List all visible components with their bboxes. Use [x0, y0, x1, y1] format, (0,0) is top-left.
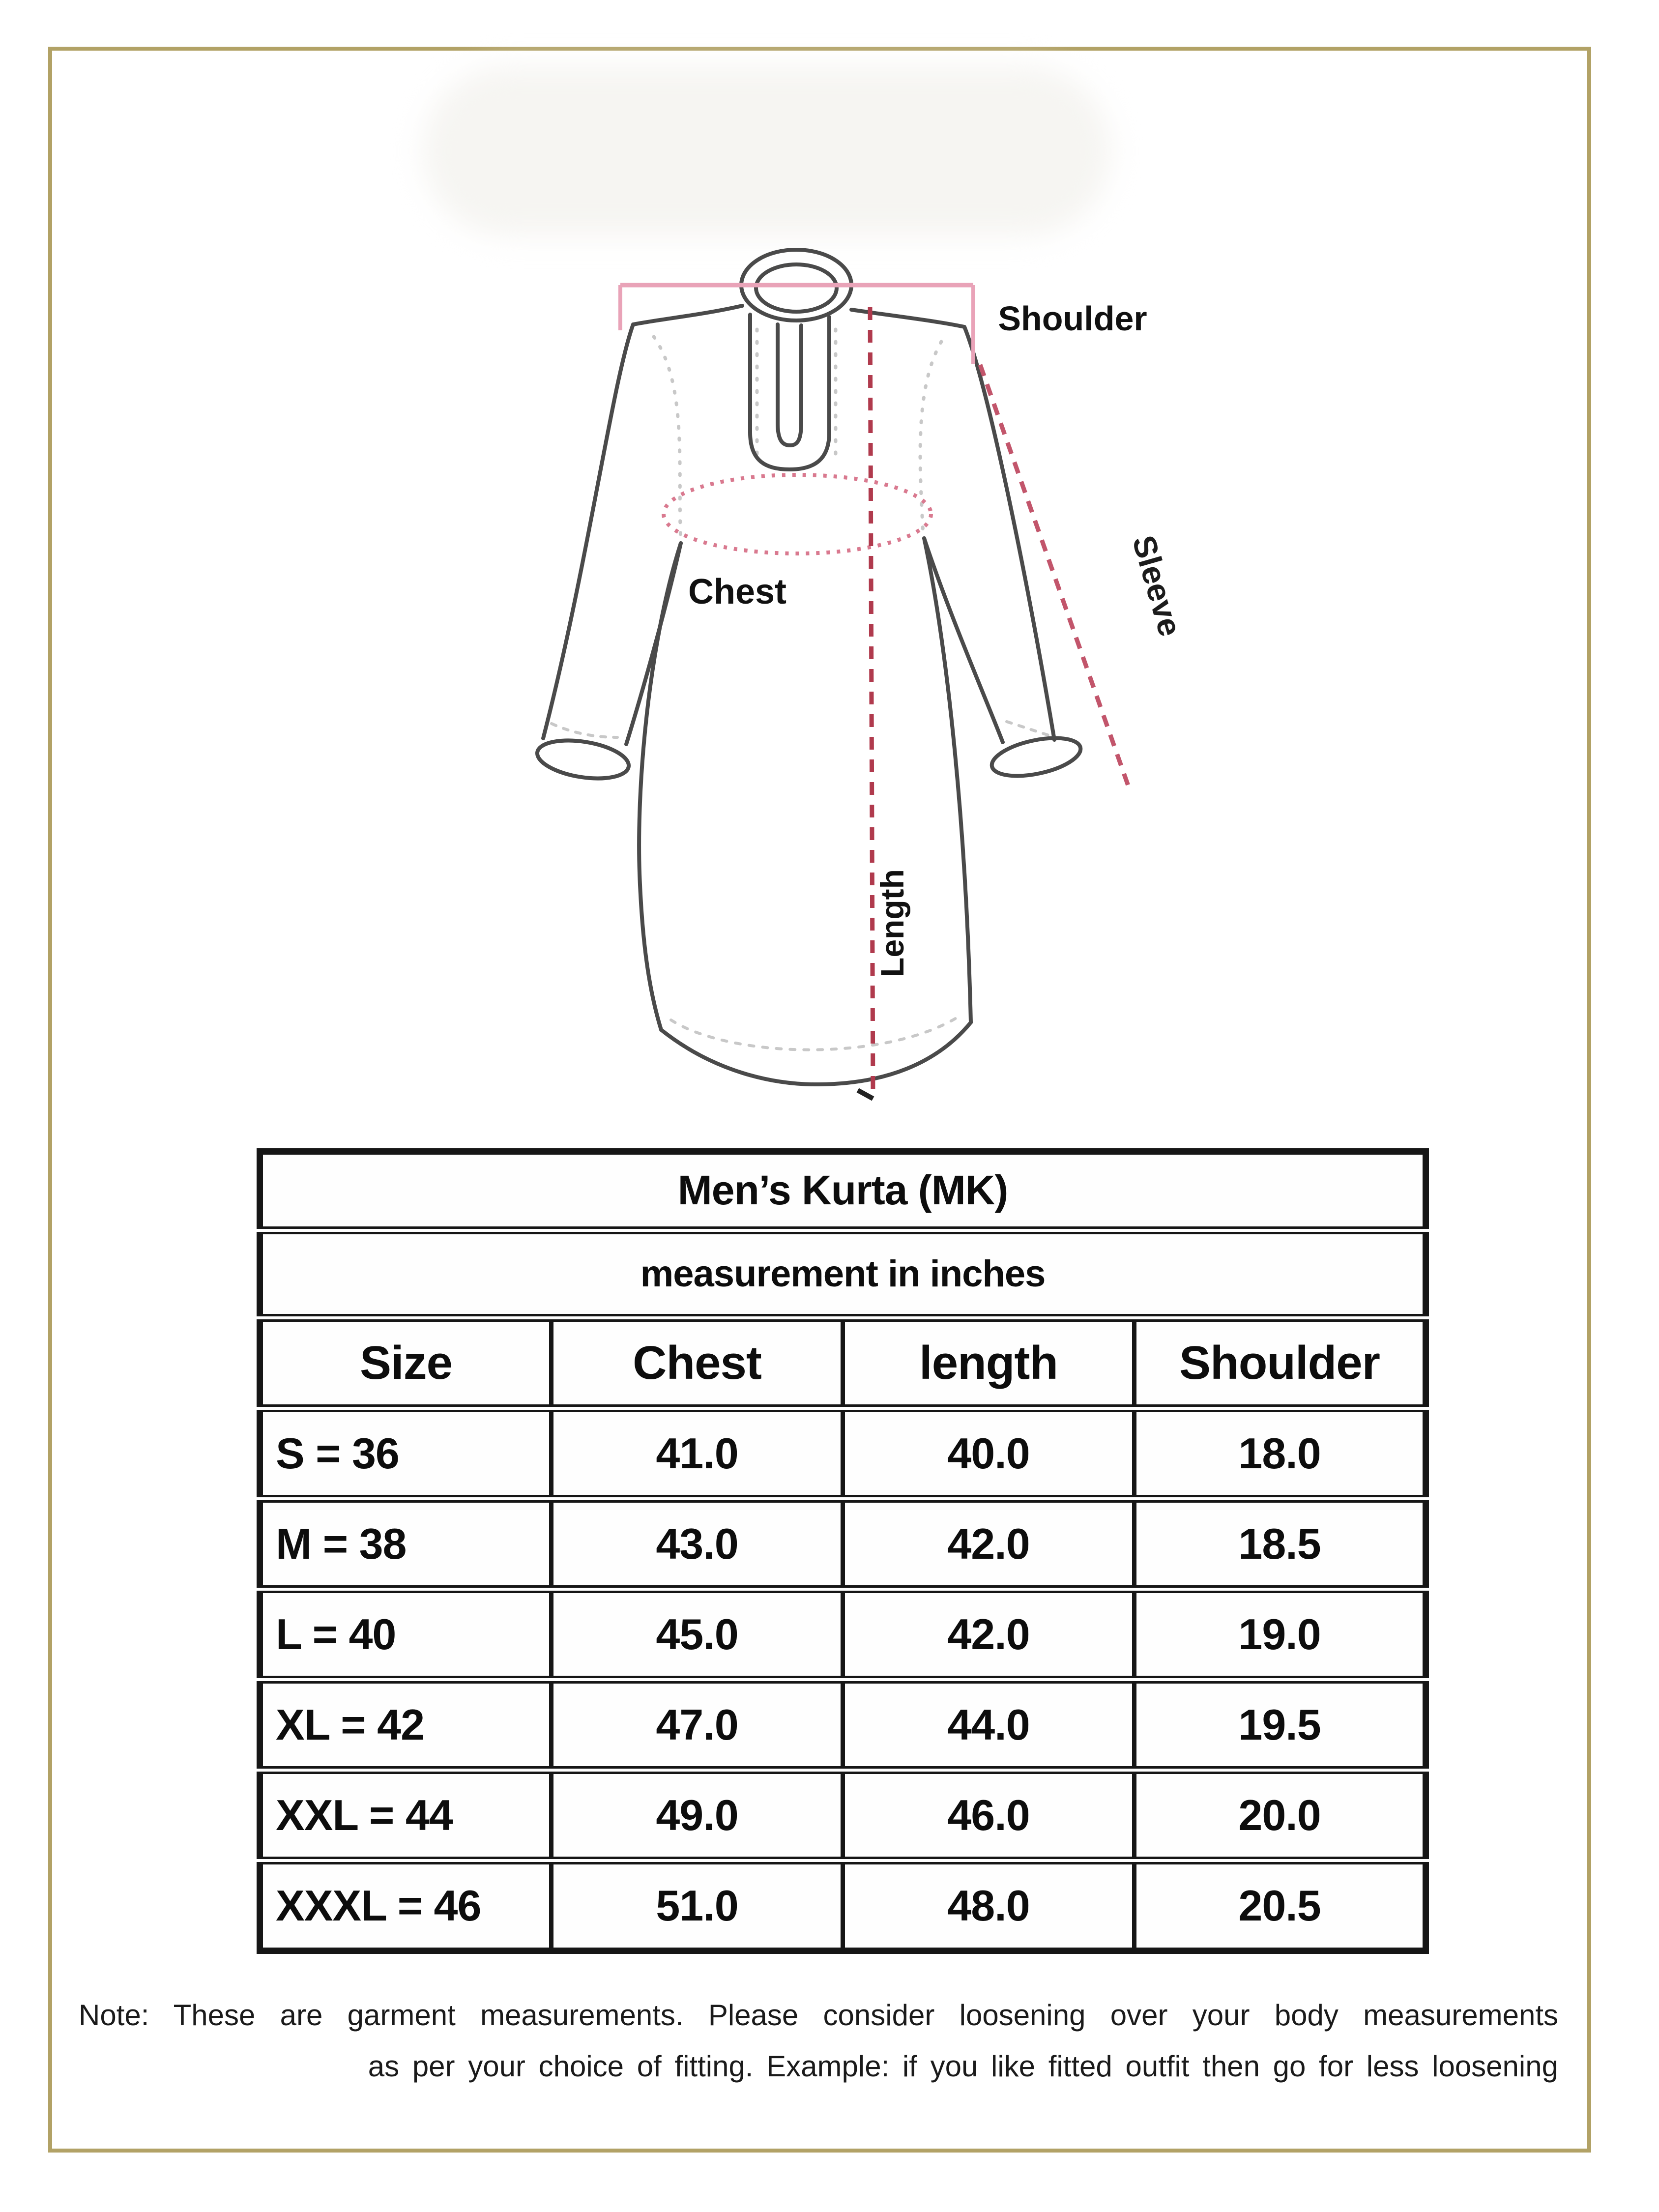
- note-line-2: as per your choice of fitting. Example: if you like fitted outfit then go for less loosening: [368, 2050, 1558, 2083]
- table-row-s: [260, 1408, 1426, 1499]
- left-torso-line: [639, 543, 681, 1030]
- table-subtitle-row: [260, 1230, 1426, 1318]
- hem-curve: [661, 1022, 971, 1084]
- length-line-end-tick: [858, 1090, 873, 1099]
- size-value: L = 40: [260, 1589, 552, 1680]
- table-row-l: [260, 1589, 1426, 1680]
- length-label: Length: [874, 869, 910, 977]
- size-value: XXL = 44: [260, 1770, 552, 1861]
- shoulder-label: Shoulder: [998, 299, 1147, 338]
- length-value: 40.0: [843, 1408, 1135, 1499]
- table-row-m: [260, 1499, 1426, 1589]
- length-value: 42.0: [843, 1589, 1135, 1680]
- shoulder-value: 20.5: [1135, 1861, 1426, 1951]
- table-title-row: [260, 1152, 1426, 1230]
- left-sleeve-outer-line: [543, 324, 633, 738]
- size-value: XL = 42: [260, 1680, 552, 1770]
- chest-label: Chest: [688, 572, 787, 611]
- shoulder-value: 20.0: [1135, 1770, 1426, 1861]
- garment-note: [79, 1990, 1558, 2092]
- left-cuff-ellipse: [535, 735, 632, 785]
- shoulder-value: 19.5: [1135, 1680, 1426, 1770]
- kurta-outline-group: [535, 250, 1084, 1084]
- table-row-xxxl: [260, 1861, 1426, 1951]
- chest-measure-dotted-ellipse: [664, 475, 931, 553]
- shoulder-value: 18.0: [1135, 1408, 1426, 1499]
- size-value: S = 36: [260, 1408, 552, 1499]
- placket-inner-band: [778, 324, 801, 445]
- length-value: 46.0: [843, 1770, 1135, 1861]
- sleeve-measure-dashed-line: [980, 365, 1128, 786]
- left-shoulder-seam-dotted: [654, 337, 681, 541]
- length-value: 44.0: [843, 1680, 1135, 1770]
- column-header-size: Size: [260, 1318, 552, 1408]
- length-value: 42.0: [843, 1499, 1135, 1589]
- chest-value: 47.0: [552, 1680, 843, 1770]
- right-cuff-stitch-dashed: [1007, 722, 1052, 736]
- length-measure-dashed-line: [870, 307, 873, 1099]
- column-header-shoulder: Shoulder: [1135, 1318, 1426, 1408]
- chest-value: 41.0: [552, 1408, 843, 1499]
- right-shoulder-seam-dotted: [920, 342, 941, 536]
- table-header-row: [260, 1318, 1426, 1408]
- chest-value: 51.0: [552, 1861, 843, 1951]
- collar-inner-ellipse: [756, 264, 837, 312]
- shoulder-value: 19.0: [1135, 1589, 1426, 1680]
- size-chart-table: [257, 1148, 1429, 1954]
- table-subtitle: measurement in inches: [260, 1230, 1426, 1318]
- table-title: Men’s Kurta (MK): [260, 1152, 1426, 1230]
- chest-value: 49.0: [552, 1770, 843, 1861]
- hem-stitch-dashed: [671, 1015, 961, 1050]
- left-shoulder-line: [633, 306, 742, 324]
- chest-value: 45.0: [552, 1589, 843, 1680]
- sleeve-label: Sleeve: [1125, 531, 1189, 640]
- length-value: 48.0: [843, 1861, 1135, 1951]
- column-header-length: length: [843, 1318, 1135, 1408]
- size-value: XXXL = 46: [260, 1861, 552, 1951]
- note-line-1: Note: These are garment measurements. Please consider loosening over your body measurements: [79, 1999, 1558, 2032]
- column-header-chest: Chest: [552, 1318, 843, 1408]
- left-cuff-stitch-dashed: [552, 724, 617, 737]
- shoulder-value: 18.5: [1135, 1499, 1426, 1589]
- table-row-xxl: [260, 1770, 1426, 1861]
- table-row-xl: [260, 1680, 1426, 1770]
- right-sleeve-inner-line: [924, 538, 1003, 742]
- right-torso-line: [924, 538, 971, 1022]
- faint-watermark-blob: [423, 66, 1111, 236]
- size-value: M = 38: [260, 1499, 552, 1589]
- stitch-lines-group: [552, 329, 1052, 1050]
- chest-value: 43.0: [552, 1499, 843, 1589]
- kurta-measurement-diagram: [492, 211, 1204, 1135]
